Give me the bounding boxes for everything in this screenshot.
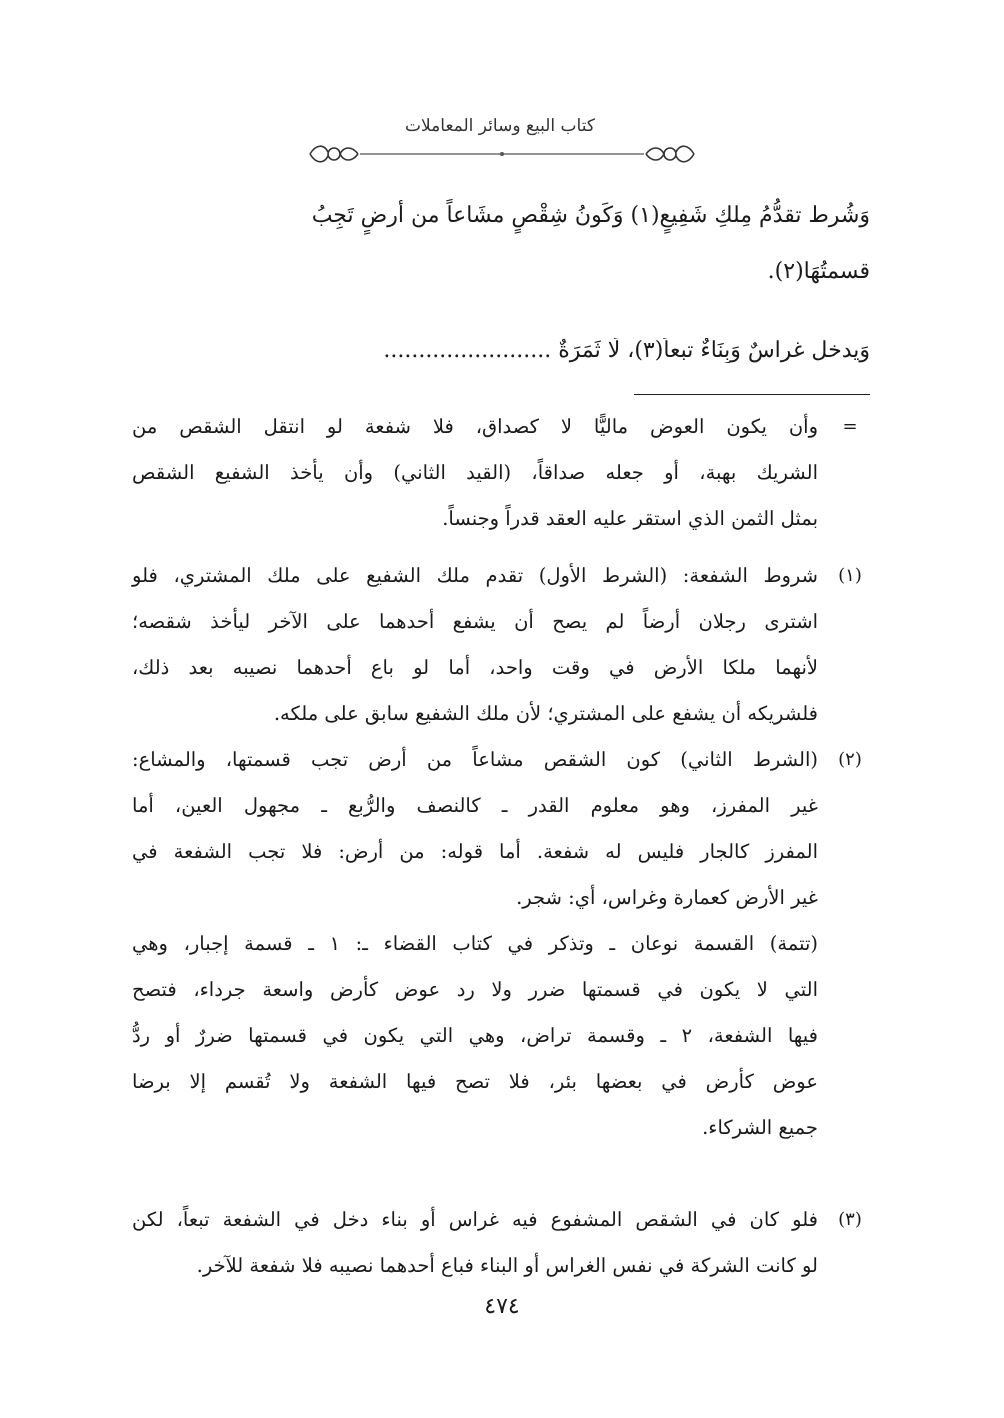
header-ornament [300,142,704,166]
main-text-line-2: قسمتُهَا(٢). [767,259,870,284]
footnote-1 [132,553,870,737]
footnote-body: فلو كان في الشقص المشفوع فيه غراس أو بناء دخل في الشفعة تبعاً، لكن لو كانت الشركة في نفس الغراس أو البناء فباع أحدهما نصيبه فلا شفعة للآخر. [132,1208,818,1277]
main-text-line-1: وَشُرط تقدُّمُ مِلكِ شَفِيعٍ(١) وَكَونُ شِقْصٍ مشَاعاً من أرضٍ تَجِبُ [311,203,870,228]
footnote-continuation [132,404,870,542]
page-number: ٤٧٤ [484,1294,520,1319]
footnote-2 [132,737,870,1151]
footnote-separator [634,394,870,395]
footnote-marker: (٢) [838,749,862,770]
footnote-body: وأن يكون العوض ماليًّا لا كصداق، فلا شفعة لو انتقل الشقص من الشريك بهبة، أو جعله صداقاً، (القيد الثاني) وأن يأخذ الشفيع الشقص بمثل الثمن الذي استقر عليه العقد قدراً وجنساً. [132,415,818,530]
footnote-body: شروط الشفعة: (الشرط الأول) تقدم ملك الشفيع على ملك المشتري، فلو اشترى رجلان أرضاً لم يصح أن يشفع أحدهما على الآخر ليأخذ شقصه؛ لأنهما ملكا الأرض في وقت واحد، أما لو باع أحدهما نصيبه بعد ذلك، فلشريكه أن يشفع على المشتري؛ لأن ملك الشفيع سابق على ملكه. [132,564,818,725]
running-header-title: كتاب البيع وسائر المعاملات [405,116,595,136]
main-text-line-3: وَيدخل غراسٌ وَبِنَاءٌ تبعاً(٣)، لَا ثَمَرَةٌ ........................ [383,338,870,363]
footnote-3 [132,1197,870,1289]
footnote-marker: = [842,416,858,437]
footnote-body: (الشرط الثاني) كون الشقص مشاعاً من أرض تجب قسمتها، والمشاع: غير المفرز، وهو معلوم القدر ـ كالنصف والرُّبع ـ مجهول العين، أما المفرز كالجار فليس له شفعة. أما قوله: من أرض: فلا تجب الشفعة في غير الأرض كعمارة وغراس، أي: شجر. (تتمة) القسمة نوعان ـ وتذكر في كتاب القضاء ـ: ١ ـ قسمة إجبار، وهي التي لا يكون في قسمتها ضرر ولا رد عوض كأرض واسعة جرداء، فتصح فيها الشفعة، ٢ ـ وقسمة تراض، وهي التي يكون في قسمتها ضررٌ أو ردُّ عوض كأرض في بعضها بئر، فلا تصح فيها الشفعة ولا تُقسم إلا برضا جميع الشركاء. [132,748,818,1139]
footnote-marker: (١) [838,565,862,586]
footnote-marker: (٣) [838,1209,862,1230]
